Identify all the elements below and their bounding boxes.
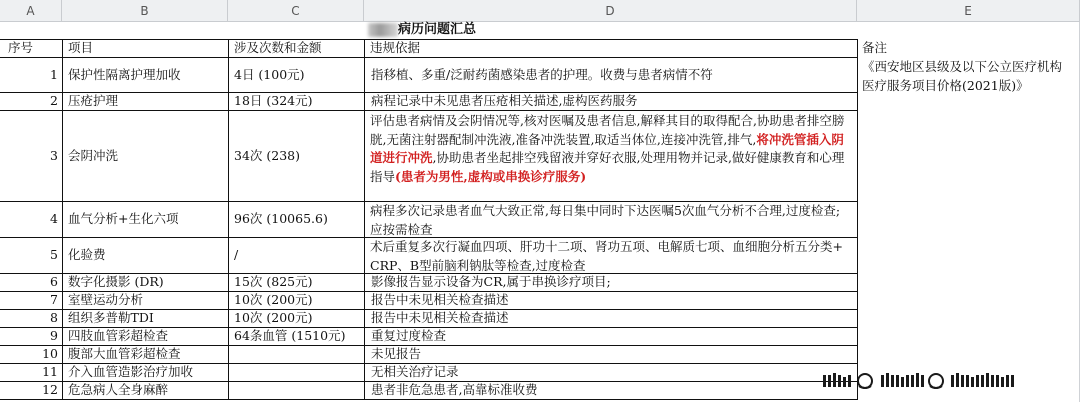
header-seq[interactable]: 序号 bbox=[8, 40, 34, 55]
row-basis[interactable]: 病程多次记录患者血气大致正常,每日集中同时下达医嘱5次血气分析不合理,过度检查;应按需检查 bbox=[370, 203, 841, 237]
row-count[interactable] bbox=[230, 381, 364, 399]
row-number[interactable]: 6 bbox=[50, 274, 58, 289]
row-item[interactable]: 腹部大血管彩超检查 bbox=[68, 346, 181, 361]
row-count[interactable] bbox=[230, 345, 364, 363]
row-basis-long[interactable] bbox=[364, 111, 857, 201]
column-header-a[interactable]: A bbox=[0, 0, 62, 22]
row-item[interactable]: 组织多普勒TDI bbox=[68, 310, 154, 325]
row-item[interactable]: 保护性隔离护理加收 bbox=[68, 67, 181, 82]
row-number[interactable]: 12 bbox=[42, 382, 58, 397]
row-basis[interactable]: 未见报告 bbox=[371, 346, 422, 361]
column-header-b[interactable]: B bbox=[62, 0, 228, 22]
row-count[interactable]: 4日 (100元) bbox=[234, 67, 305, 82]
row-basis[interactable]: 病程记录中未见患者压疮相关描述,虚构医药服务 bbox=[371, 93, 638, 108]
row-basis[interactable]: 报告中未见相关检查描述 bbox=[371, 292, 509, 307]
row-count[interactable]: 10次 (200元) bbox=[234, 292, 313, 307]
row-number[interactable]: 1 bbox=[50, 67, 58, 82]
row-item[interactable]: 压疮护理 bbox=[68, 93, 119, 108]
row-count[interactable]: 34次 (238) bbox=[234, 148, 300, 163]
row-number[interactable]: 3 bbox=[50, 148, 58, 163]
basis-text: 评估患者病情及会阴情况等,核对医嘱及患者信息,解释其目的取得配合,协助患者排空膀胱,无菌注射器配制冲洗液,准备冲洗装置,取适当体位,连接冲洗管,排气, bbox=[370, 113, 845, 147]
row-basis[interactable]: 无相关治疗记录 bbox=[371, 364, 459, 379]
sheet-title[interactable]: 病历问题汇总 bbox=[398, 22, 477, 37]
note-cell[interactable]: 《西安地区县级及以下公立医疗机构医疗服务项目价格(2021版)》 bbox=[862, 59, 1063, 93]
row-basis[interactable]: 术后重复多次行凝血四项、肝功十二项、肾功五项、电解质七项、血细胞分析五分类+CRP、B型前脑利钠肽等检查,过度检查 bbox=[370, 239, 843, 273]
row-basis[interactable]: 影像报告显示设备为CR,属于串换诊疗项目; bbox=[371, 274, 611, 289]
row-count[interactable]: 18日 (324元) bbox=[234, 93, 313, 108]
basis-highlight: (患者为男性,虚构或串换诊疗服务) bbox=[395, 168, 587, 184]
column-header-e[interactable]: E bbox=[857, 0, 1080, 22]
header-item[interactable]: 项目 bbox=[68, 40, 94, 55]
row-number[interactable]: 10 bbox=[42, 346, 58, 361]
row-item[interactable]: 介入血管造影治疗加收 bbox=[68, 364, 194, 379]
header-note[interactable]: 备注 bbox=[862, 40, 888, 55]
row-number[interactable]: 5 bbox=[50, 247, 58, 262]
row-count[interactable]: 96次 (10065.6) bbox=[234, 211, 328, 226]
row-count[interactable] bbox=[230, 363, 364, 381]
row-basis[interactable]: 指移植、多重/泛耐药菌感染患者的护理。收费与患者病情不符 bbox=[371, 67, 713, 82]
column-header-d[interactable]: D bbox=[364, 0, 857, 22]
row-item[interactable]: 危急病人全身麻醉 bbox=[68, 382, 169, 397]
row-basis[interactable]: 重复过度检查 bbox=[371, 328, 447, 343]
row-item[interactable]: 化验费 bbox=[68, 247, 106, 262]
basis-highlight: 将冲洗管插入阴道进行冲洗 bbox=[370, 131, 844, 165]
watermark-logo bbox=[823, 370, 1058, 392]
row-count[interactable]: 10次 (200元) bbox=[234, 310, 313, 325]
row-item[interactable]: 血气分析+生化六项 bbox=[68, 211, 179, 226]
header-basis[interactable]: 违规依据 bbox=[370, 40, 421, 55]
row-number[interactable]: 2 bbox=[50, 93, 58, 108]
row-item[interactable]: 室壁运动分析 bbox=[68, 292, 144, 307]
row-number[interactable]: 9 bbox=[50, 328, 58, 343]
row-count[interactable]: 15次 (825元) bbox=[234, 274, 313, 289]
row-basis[interactable]: 报告中未见相关检查描述 bbox=[371, 310, 509, 325]
row-basis[interactable]: 患者非危急患者,高靠标准收费 bbox=[371, 382, 538, 397]
header-count[interactable]: 涉及次数和金额 bbox=[234, 40, 322, 55]
row-number[interactable]: 11 bbox=[42, 364, 58, 379]
row-item[interactable]: 四肢血管彩超检查 bbox=[68, 328, 169, 343]
column-header-c[interactable]: C bbox=[228, 0, 364, 22]
row-number[interactable]: 7 bbox=[50, 292, 58, 307]
row-count[interactable]: / bbox=[234, 247, 239, 262]
redacted-region bbox=[368, 23, 398, 37]
basis-text: ,协助患者坐起排空残留液并穿好衣服,处理用物并记录,做好健康教育和心理指导 bbox=[370, 150, 845, 184]
row-number[interactable]: 4 bbox=[50, 211, 58, 226]
row-count[interactable]: 64条血管 (1510元) bbox=[234, 328, 346, 343]
row-item[interactable]: 数字化摄影 (DR) bbox=[68, 274, 164, 289]
row-number[interactable]: 8 bbox=[50, 310, 58, 325]
row-item[interactable]: 会阴冲洗 bbox=[68, 148, 119, 163]
